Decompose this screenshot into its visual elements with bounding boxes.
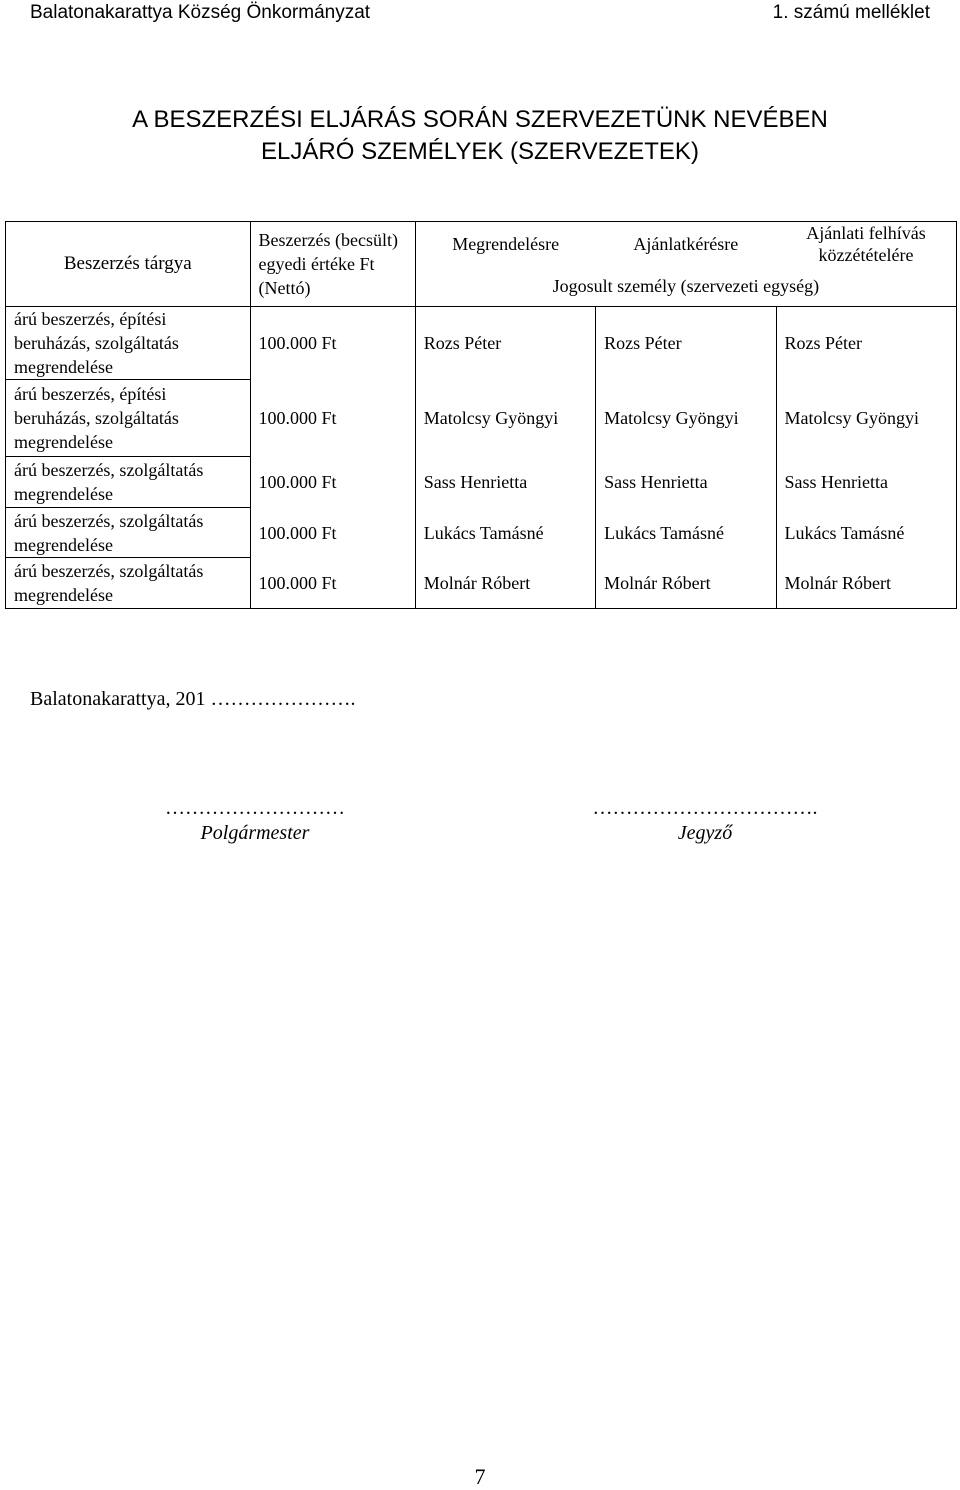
row-tender-person: Sass Henrietta bbox=[776, 457, 956, 508]
row-value: 100.000 Ft bbox=[250, 508, 415, 558]
row-subject: árú beszerzés, szolgáltatás megrendelése bbox=[6, 508, 251, 558]
place-date-line: Balatonakarattya, 201 …………………. bbox=[30, 688, 356, 710]
signature-role: Polgármester bbox=[200, 822, 310, 844]
row-quote-person: Molnár Róbert bbox=[596, 558, 776, 609]
title-line-1: A BESZERZÉSI ELJÁRÁS SORÁN SZERVEZETÜNK NEVÉBEN bbox=[132, 106, 828, 133]
document-title bbox=[0, 104, 960, 168]
row-subject: árú beszerzés, szolgáltatás megrendelése bbox=[6, 457, 251, 508]
row-order-person: Lukács Tamásné bbox=[415, 508, 595, 558]
table-row bbox=[6, 307, 957, 380]
header-tender: Ajánlati felhívás közzétételére bbox=[776, 222, 956, 267]
row-value: 100.000 Ft bbox=[250, 380, 415, 457]
row-tender-person: Lukács Tamásné bbox=[776, 508, 956, 558]
title-line-2: ELJÁRÓ SZEMÉLYEK (SZERVEZETEK) bbox=[261, 138, 699, 165]
row-order-person: Molnár Róbert bbox=[415, 558, 595, 609]
page-header bbox=[30, 0, 930, 28]
page-number: 7 bbox=[474, 1464, 486, 1489]
row-quote-person: Lukács Tamásné bbox=[596, 508, 776, 558]
row-tender-person: Rozs Péter bbox=[776, 307, 956, 380]
row-subject: árú beszerzés, építési beruházás, szolgáltatás megrendelése bbox=[6, 380, 251, 457]
header-value: Beszerzés (becsült) egyedi értéke Ft (Nettó) bbox=[250, 222, 415, 307]
table-row bbox=[6, 508, 957, 558]
signature-line: ……………………… bbox=[165, 797, 345, 819]
signature-notary bbox=[570, 796, 840, 846]
header-annex-label: 1. számú melléklet bbox=[772, 2, 930, 23]
procurement-table bbox=[5, 221, 957, 609]
header-subject: Beszerzés tárgya bbox=[6, 222, 251, 307]
header-order: Megrendelésre bbox=[415, 222, 595, 267]
row-value: 100.000 Ft bbox=[250, 558, 415, 609]
table-header-row bbox=[6, 222, 957, 267]
row-quote-person: Rozs Péter bbox=[596, 307, 776, 380]
header-authorized-person: Jogosult személy (szervezeti egység) bbox=[415, 266, 956, 307]
signature-role: Jegyző bbox=[677, 822, 733, 844]
header-quote: Ajánlatkérésre bbox=[596, 222, 776, 267]
row-order-person: Rozs Péter bbox=[415, 307, 595, 380]
row-quote-person: Sass Henrietta bbox=[596, 457, 776, 508]
signature-line: ……………………………. bbox=[592, 797, 818, 819]
table-row bbox=[6, 380, 957, 457]
row-value: 100.000 Ft bbox=[250, 307, 415, 380]
header-organization: Balatonakarattya Község Önkormányzat bbox=[30, 2, 371, 23]
row-tender-person: Molnár Róbert bbox=[776, 558, 956, 609]
row-tender-person: Matolcsy Gyöngyi bbox=[776, 380, 956, 457]
row-order-person: Matolcsy Gyöngyi bbox=[415, 380, 595, 457]
row-subject: árú beszerzés, szolgáltatás megrendelése bbox=[6, 558, 251, 609]
signature-mayor bbox=[140, 796, 370, 846]
table-row bbox=[6, 558, 957, 609]
row-subject: árú beszerzés, építési beruházás, szolgáltatás megrendelése bbox=[6, 307, 251, 380]
row-value: 100.000 Ft bbox=[250, 457, 415, 508]
table-row bbox=[6, 457, 957, 508]
row-order-person: Sass Henrietta bbox=[415, 457, 595, 508]
row-quote-person: Matolcsy Gyöngyi bbox=[596, 380, 776, 457]
